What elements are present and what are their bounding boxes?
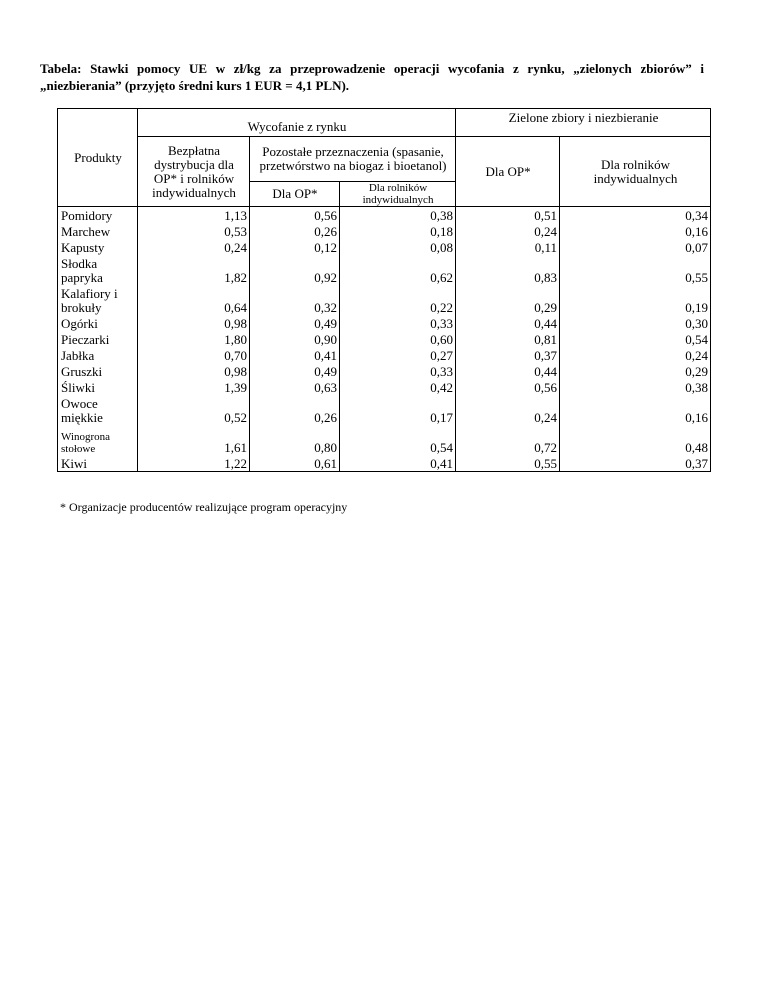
cell-zielone-op: 0,83: [456, 255, 560, 285]
cell-zielone-op: 0,11: [456, 239, 560, 255]
cell-product: Kapusty: [58, 239, 138, 255]
header-pozostale: Pozostałe przeznaczenia (spasanie, przetwórstwo na biogaz i bioetanol): [250, 137, 456, 182]
cell-pozostale-op: 0,80: [250, 425, 340, 455]
cell-product: Jabłka: [58, 347, 138, 363]
cell-zielone-op: 0,72: [456, 425, 560, 455]
table-row: [58, 395, 711, 425]
table-row: [58, 255, 711, 285]
cell-pozostale-op: 0,41: [250, 347, 340, 363]
cell-pozostale-rolnicy: 0,62: [340, 255, 456, 285]
cell-pozostale-rolnicy: 0,17: [340, 395, 456, 425]
table-rows: [58, 207, 711, 472]
table-row: [58, 455, 711, 472]
cell-product: Ogórki: [58, 315, 138, 331]
table-row: [58, 363, 711, 379]
cell-pozostale-op: 0,63: [250, 379, 340, 395]
cell-zielone-rolnicy: 0,54: [560, 331, 711, 347]
header-zielone: Zielone zbiory i niezbieranie: [456, 109, 711, 137]
table-row: [58, 207, 711, 224]
table-row: [58, 223, 711, 239]
table-row: [58, 379, 711, 395]
cell-zielone-op: 0,37: [456, 347, 560, 363]
cell-zielone-rolnicy: 0,07: [560, 239, 711, 255]
table-row: [58, 315, 711, 331]
cell-pozostale-op: 0,92: [250, 255, 340, 285]
cell-zielone-rolnicy: 0,37: [560, 455, 711, 472]
cell-zielone-rolnicy: 0,48: [560, 425, 711, 455]
cell-pozostale-op: 0,61: [250, 455, 340, 472]
cell-product: Pieczarki: [58, 331, 138, 347]
cell-product: Gruszki: [58, 363, 138, 379]
cell-bezplatna: 0,52: [138, 395, 250, 425]
cell-pozostale-op: 0,12: [250, 239, 340, 255]
cell-bezplatna: 1,82: [138, 255, 250, 285]
cell-bezplatna: 0,98: [138, 315, 250, 331]
cell-zielone-op: 0,44: [456, 363, 560, 379]
cell-product: Kalafiory i brokuły: [58, 285, 138, 315]
cell-pozostale-op: 0,32: [250, 285, 340, 315]
table-title: Tabela: Stawki pomocy UE w zł/kg za przeprowadzenie operacji wycofania z rynku, „zielonych zbiorów” i „niezbierania” (przyjęto średni kurs 1 EUR = 4,1 PLN).: [40, 61, 704, 93]
header-zielone-dla-op: Dla OP*: [456, 137, 560, 207]
cell-zielone-op: 0,44: [456, 315, 560, 331]
cell-pozostale-rolnicy: 0,33: [340, 315, 456, 331]
cell-zielone-op: 0,55: [456, 455, 560, 472]
cell-zielone-rolnicy: 0,16: [560, 223, 711, 239]
cell-pozostale-rolnicy: 0,41: [340, 455, 456, 472]
cell-product: Winogrona stołowe: [58, 425, 138, 455]
cell-pozostale-rolnicy: 0,08: [340, 239, 456, 255]
header-bezplatna: Bezpłatna dystrybucja dla OP* i rolników indywidualnych: [138, 137, 250, 207]
cell-zielone-op: 0,24: [456, 223, 560, 239]
cell-zielone-op: 0,56: [456, 379, 560, 395]
cell-bezplatna: 0,24: [138, 239, 250, 255]
cell-zielone-rolnicy: 0,30: [560, 315, 711, 331]
aid-rates-table: [57, 108, 711, 472]
cell-pozostale-rolnicy: 0,42: [340, 379, 456, 395]
cell-zielone-rolnicy: 0,19: [560, 285, 711, 315]
cell-pozostale-op: 0,90: [250, 331, 340, 347]
cell-bezplatna: 0,98: [138, 363, 250, 379]
cell-zielone-op: 0,81: [456, 331, 560, 347]
cell-zielone-rolnicy: 0,55: [560, 255, 711, 285]
table-row: [58, 239, 711, 255]
cell-pozostale-rolnicy: 0,33: [340, 363, 456, 379]
cell-pozostale-op: 0,49: [250, 363, 340, 379]
cell-bezplatna: 1,13: [138, 207, 250, 224]
cell-zielone-rolnicy: 0,38: [560, 379, 711, 395]
cell-pozostale-rolnicy: 0,27: [340, 347, 456, 363]
cell-product: Słodka papryka: [58, 255, 138, 285]
cell-bezplatna: 1,80: [138, 331, 250, 347]
header-produkty: Produkty: [58, 109, 138, 207]
cell-pozostale-op: 0,26: [250, 395, 340, 425]
cell-product: Kiwi: [58, 455, 138, 472]
header-zielone-dla-rolnikow: Dla rolników indywidualnych: [560, 137, 711, 207]
cell-bezplatna: 1,61: [138, 425, 250, 455]
cell-zielone-rolnicy: 0,16: [560, 395, 711, 425]
cell-bezplatna: 0,53: [138, 223, 250, 239]
cell-bezplatna: 0,64: [138, 285, 250, 315]
cell-zielone-op: 0,51: [456, 207, 560, 224]
table-row: [58, 425, 711, 455]
cell-zielone-rolnicy: 0,24: [560, 347, 711, 363]
cell-zielone-rolnicy: 0,29: [560, 363, 711, 379]
cell-pozostale-rolnicy: 0,54: [340, 425, 456, 455]
cell-product: Marchew: [58, 223, 138, 239]
cell-bezplatna: 1,22: [138, 455, 250, 472]
table-row: [58, 285, 711, 315]
header-pozostale-dla-rolnikow: Dla rolników indywidualnych: [340, 182, 456, 207]
cell-product: Pomidory: [58, 207, 138, 224]
cell-product: Śliwki: [58, 379, 138, 395]
cell-pozostale-rolnicy: 0,60: [340, 331, 456, 347]
table-body: [58, 109, 711, 207]
cell-pozostale-op: 0,26: [250, 223, 340, 239]
header-wycofanie: Wycofanie z rynku: [138, 109, 456, 137]
cell-pozostale-rolnicy: 0,22: [340, 285, 456, 315]
cell-pozostale-op: 0,49: [250, 315, 340, 331]
cell-product: Owoce miękkie: [58, 395, 138, 425]
cell-pozostale-rolnicy: 0,18: [340, 223, 456, 239]
table-row: [58, 331, 711, 347]
cell-pozostale-op: 0,56: [250, 207, 340, 224]
footnote: * Organizacje producentów realizujące program operacyjny: [60, 500, 348, 514]
table-row: [58, 347, 711, 363]
cell-zielone-op: 0,24: [456, 395, 560, 425]
cell-pozostale-rolnicy: 0,38: [340, 207, 456, 224]
header-pozostale-dla-op: Dla OP*: [250, 182, 340, 207]
cell-bezplatna: 0,70: [138, 347, 250, 363]
cell-zielone-rolnicy: 0,34: [560, 207, 711, 224]
cell-bezplatna: 1,39: [138, 379, 250, 395]
cell-zielone-op: 0,29: [456, 285, 560, 315]
